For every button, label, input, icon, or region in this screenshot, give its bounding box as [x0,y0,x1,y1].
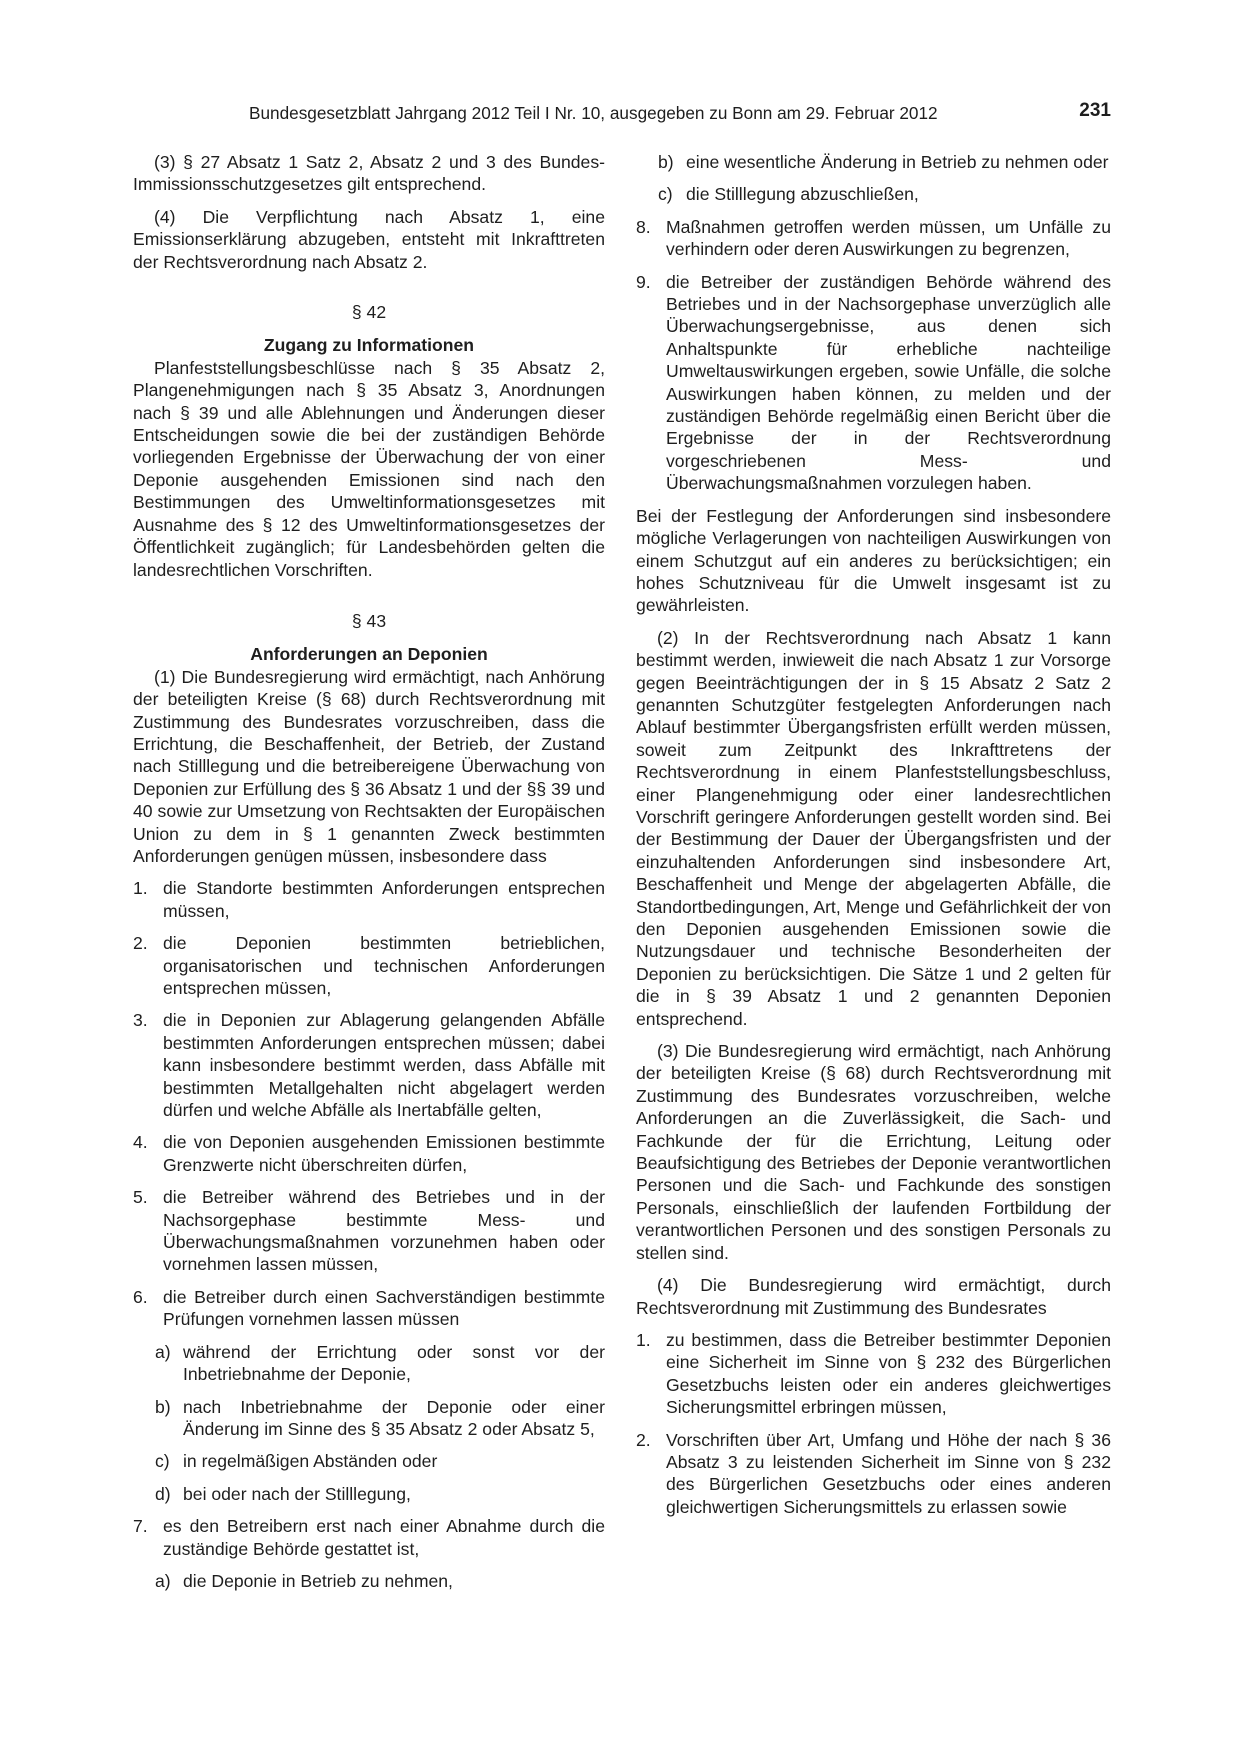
list-item: 8. Maßnahmen getroffen werden müssen, um Unfälle zu verhindern oder deren Auswirkungen zu begrenzen, [636,216,1111,260]
page-number: 231 [1079,100,1111,121]
section-43-paragraph-4: (4) Die Bundesregierung wird ermächtigt, durch Rechtsverordnung mit Zustimmung des Bundesrates [636,1275,1111,1318]
section-42-heading: Zugang zu Informationen [263,335,475,356]
section-43-paragraph-2: (2) In der Rechtsverordnung nach Absatz 1 kann bestimmt werden, inwieweit die nach Absatz 1 zur Vorsorge gegen Beeinträchtigungen der in § 15 Absatz 2 Satz 2 genannten Schutzgüter festgelegten Anforderungen nach Ablauf bestimmter Übergangsfristen erfüllt werden müssen, soweit zum Zeitpunkt des Inkrafttretens der Rechtsverordnung in einem Planfeststellungsbeschluss, einer Plangenehmigung oder einer landesrechtlichen Vorschrift geringere Anforderungen gestellt worden sind. Bei der Bestimmung der Dauer der Übergangsfristen und der einzuhaltenden Anforderungen sind insbesondere Art, Beschaffenheit und Menge der abgelagerten Abfälle, die Standortbedingungen, Art, Menge und Gefährlichkeit der von den Deponien ausgehenden Emissionen sowie die Nutzungsdauer und technische Besonderheiten der Deponien zu berücksichtigen. Die Sätze 1 und 2 gelten für die in § 39 Absatz 1 und 2 genannten Deponien entsprechend. [636,627,1111,1029]
page-header [133,100,1111,126]
list-item: 1. zu bestimmen, dass die Betreiber bestimmter Deponien eine Sicherheit im Sinne von § 232 des Bürgerlichen Gesetzbuchs leisten oder ein anderes gleichwertiges Sicherungsmittel erbringen müssen, [636,1329,1111,1418]
s41-paragraph-3: (3) § 27 Absatz 1 Satz 2, Absatz 2 und 3 des Bundes-Immissionsschutzgesetzes gilt entsprechend. [133,152,605,195]
section-43-paragraph-1: (1) Die Bundesregierung wird ermächtigt, nach Anhörung der beteiligten Kreise (§ 68) durch Rechtsverordnung mit Zustimmung des Bundesrates vorzuschreiben, dass die Errichtung, die Beschaffenheit, der Betrieb, der Zustand nach Stilllegung und die betreibereigene Überwachung von Deponien zur Erfüllung des § 36 Absatz 1 und der §§ 39 und 40 sowie zur Umsetzung von Rechtsakten der Europäischen Union zu dem in § 1 genannten Zweck bestimmten Anforderungen genügen müssen, insbesondere dass [133,666,605,866]
section-43-paragraph-3: (3) Die Bundesregierung wird ermächtigt, nach Anhörung der beteiligten Kreise (§ 68) durch Rechtsverordnung mit Zustimmung des Bundesrates vorzuschreiben, welche Anforderungen an die Zuverlässigkeit, die Sach- und Fachkunde der für die Errichtung, Leitung oder Beaufsichtigung des Betriebes der Deponie verantwortlichen Personen und die Sach- und Fachkunde des sonstigen Personals, einschließlich der laufenden Fortbildung der verantwortlichen Personen und des sonstigen Personals zu stellen sind. [636,1041,1111,1263]
right-column [636,151,1111,1518]
sub-list-item: b) nach Inbetriebnahme der Deponie oder einer Änderung im Sinne des § 35 Absatz 2 oder Absatz 5, [155,1396,605,1439]
list-item: 3. die in Deponien zur Ablagerung gelangenden Abfälle bestimmten Anforderungen entsprechen müssen; dabei kann insbesondere bestimmt werden, dass Abfälle mit bestimmten Metallgehalten nicht abgelagert werden dürfen und welche Abfälle als Inertabfälle gelten, [133,1010,605,1121]
s41-paragraph-4: (4) Die Verpflichtung nach Absatz 1, eine Emissionserklärung abzugeben, entsteht mit Inkrafttreten der Rechtsverordnung nach Absatz 2. [133,206,605,272]
list-item: 9. die Betreiber der zuständigen Behörde während des Betriebes und in der Nachsorgephase unverzüglich alle Überwachungsergebnisse, aus denen sich Anhaltspunkte für erhebliche nachteilige Umweltauswirkungen ergeben, sowie Unfälle, die solche Auswirkungen haben können, zu melden und der zuständigen Behörde regelmäßig einen Bericht über die Ergebnisse der in der Rechtsverordnung vorgeschriebenen Mess- und Überwachungsmaßnahmen vorzulegen haben. [636,271,1111,494]
list-item: 7. es den Betreibern erst nach einer Abnahme durch die zuständige Behörde gestattet ist, [133,1516,605,1559]
sub-list-item: a) während der Errichtung oder sonst vor der Inbetriebnahme der Deponie, [155,1341,605,1385]
section-42-text: Planfeststellungsbeschlüsse nach § 35 Absatz 2, Plangenehmigungen nach § 35 Absatz 3, Anordnungen nach § 39 und alle Ablehnungen und Änderungen dieser Entscheidungen sowie die bei der zuständigen Behörde vorliegenden Ergebnisse der Überwachung der von einer Deponie ausgehenden Emissionen sind nach den Bestimmungen des Umweltinformationsgesetzes mit Ausnahme des § 12 des Umweltinformationsgesetzes der Öffentlichkeit zugänglich; für Landesbehörden gelten die landesrechtlichen Vorschriften. [133,357,605,580]
list-item: 2. Vorschriften über Art, Umfang und Höhe der nach § 36 Absatz 3 zu leistenden Sicherheit im Sinne von § 232 des Bürgerlichen Gesetzbuchs oder eines anderen gleichwertigen Sicherungsmittels zu erlassen sowie [636,1429,1111,1517]
list-item: 1. die Standorte bestimmten Anforderungen entsprechen müssen, [133,878,605,921]
list-item: 5. die Betreiber während des Betriebes und in der Nachsorgephase bestimmte Mess- und Überwachungsmaßnahmen vorzunehmen haben oder vornehmen lassen müssen, [133,1187,605,1275]
sub-list-item: a) die Deponie in Betrieb zu nehmen, [155,1570,453,1591]
sub-list-item: c) die Stilllegung abzuschließen, [658,184,919,205]
list-item: 6. die Betreiber durch einen Sachverständigen bestimmte Prüfungen vornehmen lassen müssen [133,1286,605,1330]
section-42-number: § 42 [351,302,387,323]
section-43-heading: Anforderungen an Deponien [250,644,488,665]
section-43-number: § 43 [351,610,387,631]
running-title: Bundesgesetzblatt Jahrgang 2012 Teil I Nr. 10, ausgegeben zu Bonn am 29. Februar 2012 [249,103,938,123]
sub-list-item: b) eine wesentliche Änderung in Betrieb zu nehmen oder [658,152,1109,172]
list-item: 2. die Deponien bestimmten betrieblichen, organisatorischen und technischen Anforderungen entsprechen müssen, [133,933,605,998]
list-item: 4. die von Deponien ausgehenden Emissionen bestimmte Grenzwerte nicht überschreiten dürfen, [133,1132,605,1175]
sub-list-item: c) in regelmäßigen Abständen oder [155,1451,438,1472]
closing-paragraph: Bei der Festlegung der Anforderungen sind insbesondere mögliche Verlagerungen von nachteiligen Auswirkungen von einem Schutzgut auf ein anderes zu berücksichtigen; ein hohes Schutzniveau für die Umwelt insgesamt ist zu gewährleisten. [636,505,1111,616]
left-column [133,151,605,1592]
sub-list-item: d) bei oder nach der Stilllegung, [155,1483,411,1504]
